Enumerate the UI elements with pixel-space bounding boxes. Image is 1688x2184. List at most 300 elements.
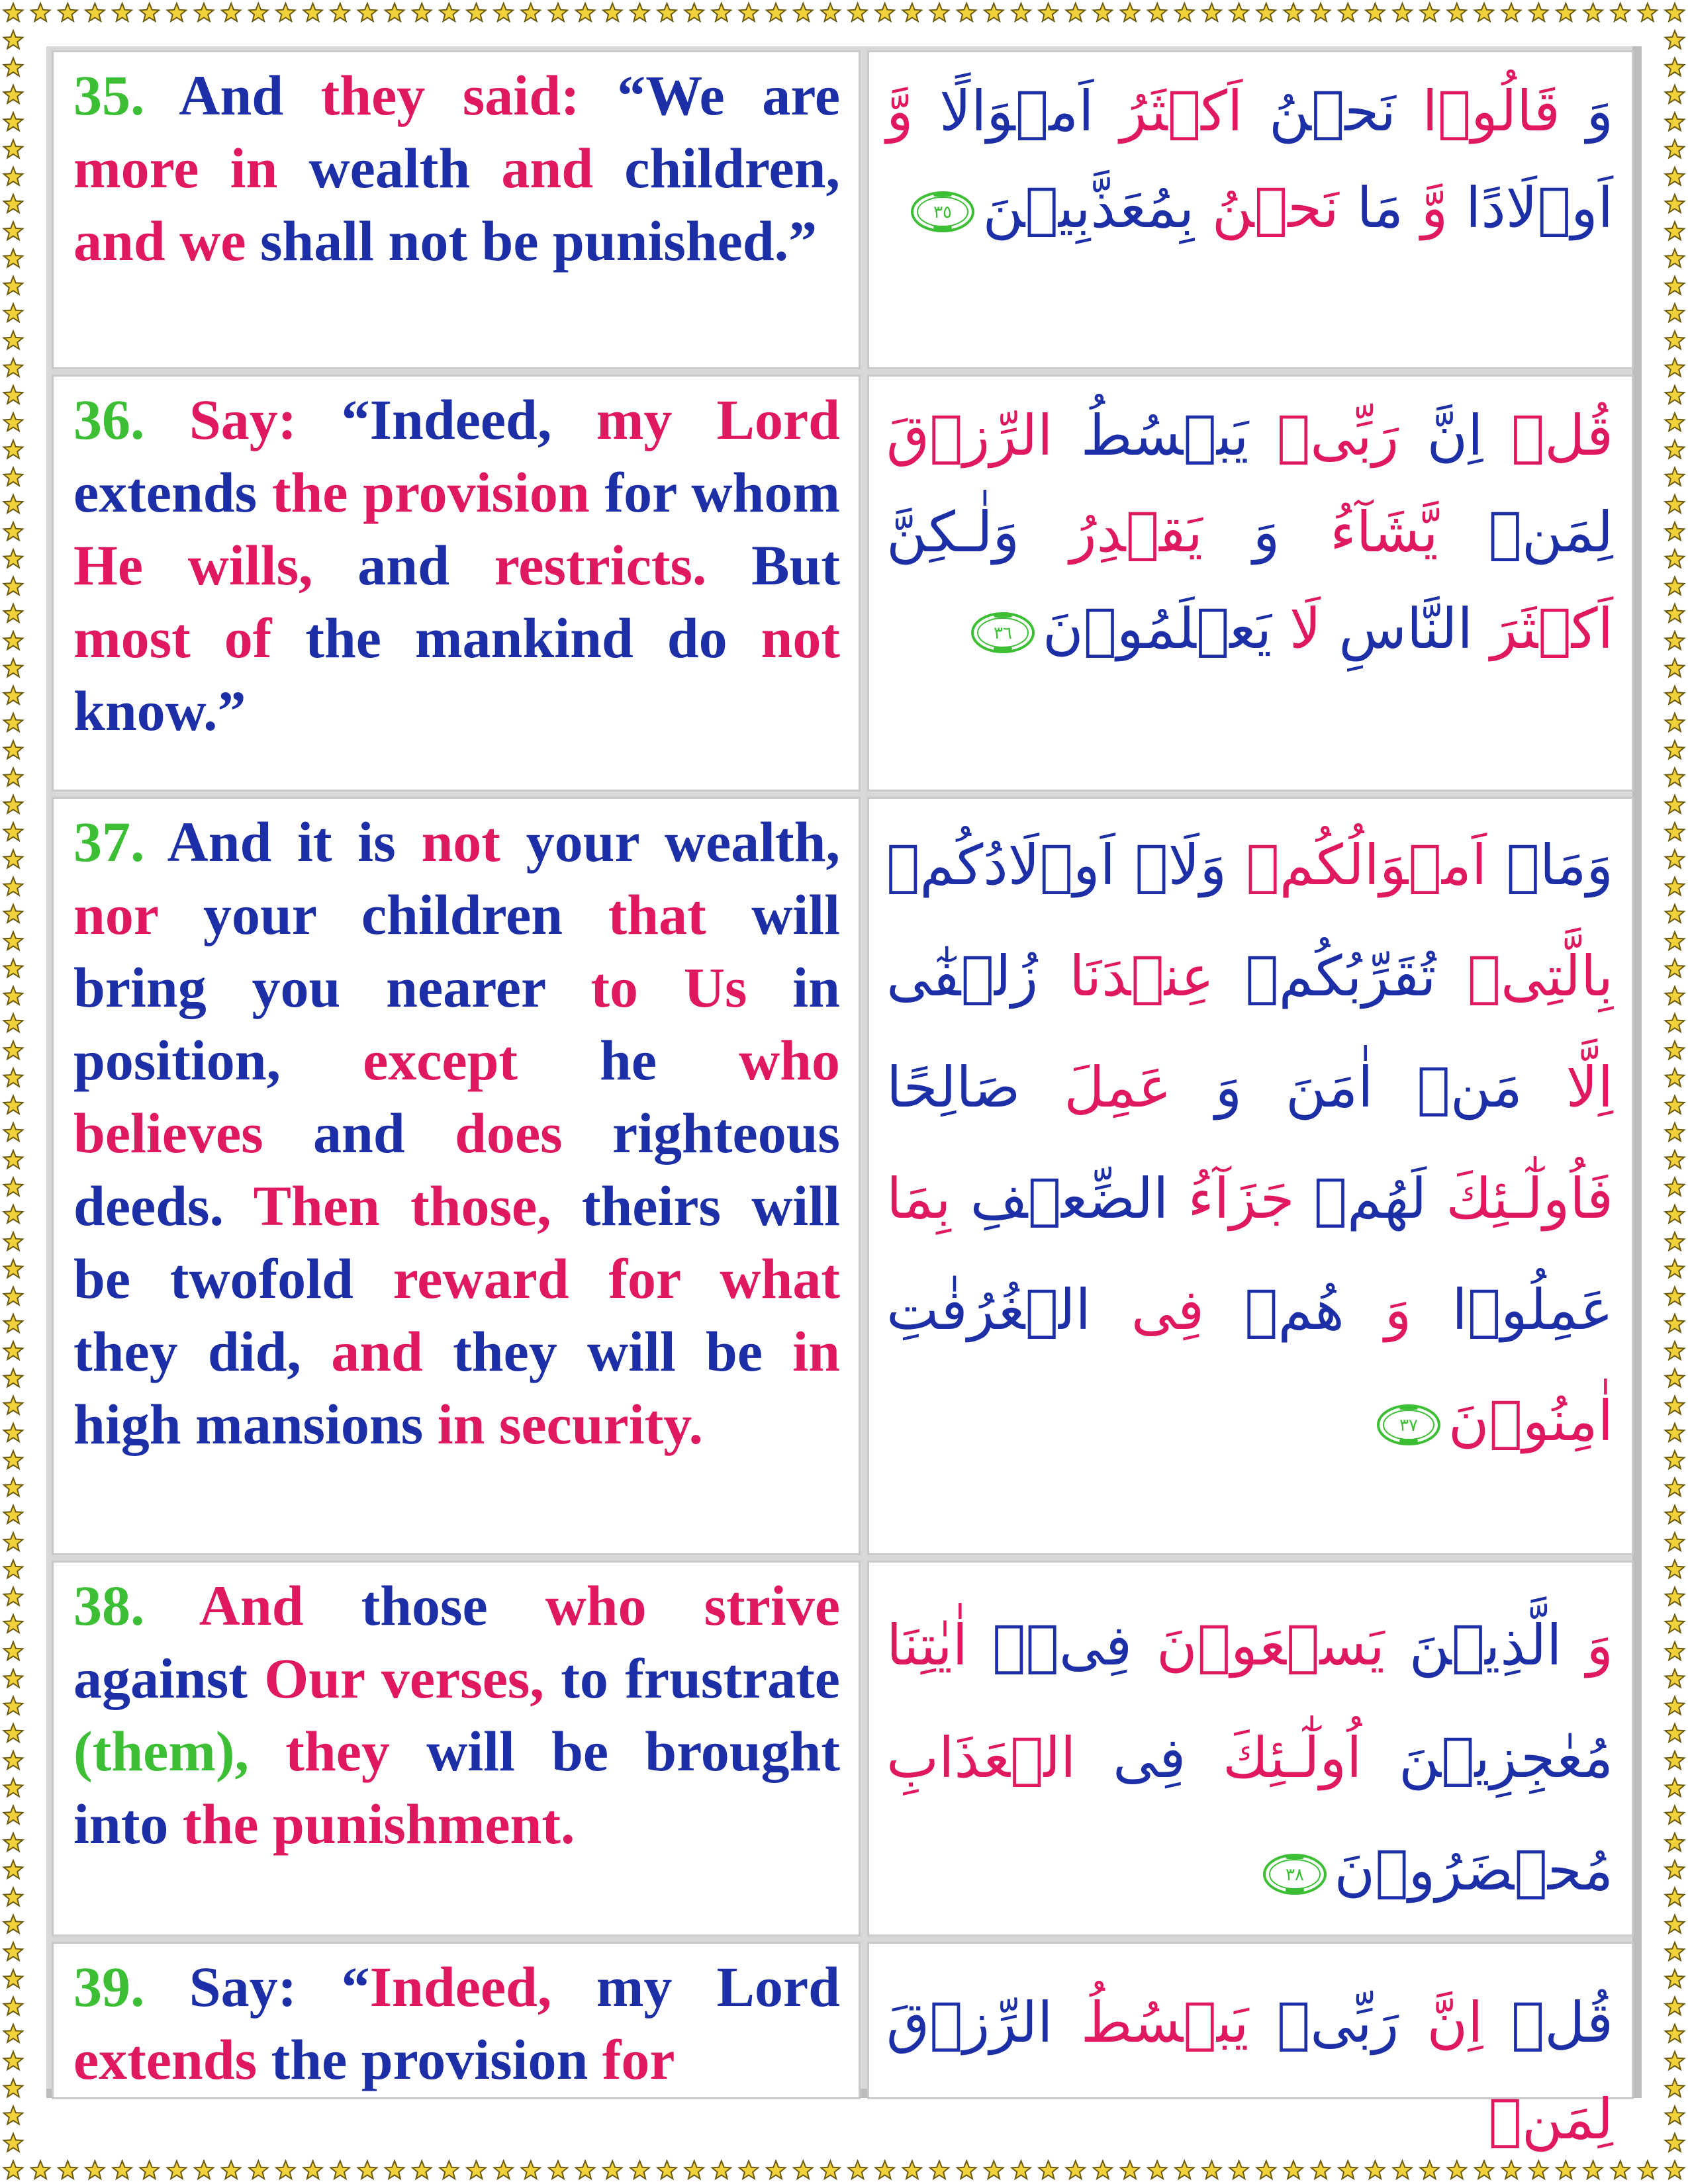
star-icon <box>1583 3 1603 21</box>
star-icon <box>4 1396 23 1414</box>
star-icon <box>1665 249 1685 267</box>
arabic-segment: الرِّزۡقَ <box>886 1990 1053 2055</box>
arabic-cell <box>867 50 1634 369</box>
star-icon <box>522 3 541 21</box>
translation-segment: Then those, <box>253 1174 551 1238</box>
english-cell <box>52 1561 861 1936</box>
star-icon <box>1665 1451 1685 1469</box>
star-icon <box>1665 1287 1685 1305</box>
star-icon <box>85 3 105 21</box>
arabic-segment: وَّ <box>886 79 914 144</box>
star-icon <box>576 3 595 21</box>
english-translation <box>73 1950 840 2096</box>
star-icon <box>767 3 786 21</box>
star-icon <box>4 249 23 267</box>
star-icon <box>4 413 23 431</box>
arabic-segment: قَالُوۡا <box>1422 79 1560 144</box>
arabic-segment: فِى <box>1113 1725 1186 1790</box>
star-icon <box>1665 987 1685 1005</box>
star-icon <box>4 1096 23 1114</box>
star-icon <box>4 659 23 676</box>
star-icon <box>1665 631 1685 649</box>
arabic-segment: النَّاسِ <box>1321 596 1491 661</box>
translation-segment: against <box>73 1647 265 1710</box>
star-icon <box>1665 1806 1685 1824</box>
star-icon <box>4 1860 23 1878</box>
translation-segment: nor <box>73 883 158 946</box>
translation-segment: righteous deeds. <box>73 1101 840 1238</box>
arabic-segment: فِى <box>1131 1277 1205 1342</box>
arabic-cell <box>867 1561 1634 1936</box>
translation-segment: “We are <box>579 64 840 127</box>
star-icon <box>1665 1205 1685 1223</box>
arabic-segment: عَمِلَ <box>1064 1055 1172 1120</box>
translation-segment: children, <box>593 136 841 200</box>
star-icon <box>1665 222 1685 240</box>
verse-row-36 <box>52 375 1634 792</box>
star-icon <box>440 2161 459 2179</box>
star-icon <box>167 2161 187 2179</box>
star-icon <box>222 3 241 21</box>
arabic-segment: وَ <box>1560 79 1614 144</box>
star-icon <box>4 850 23 868</box>
star-icon <box>576 2161 595 2179</box>
star-icon <box>1611 3 1630 21</box>
arabic-segment: بِالَّتِىۡ <box>1467 944 1613 1009</box>
translation-segment: reward for what <box>393 1247 840 1310</box>
arabic-segment: لِمَنۡ <box>1488 2087 1613 2152</box>
star-icon <box>1665 2161 1685 2179</box>
translation-segment: Say: <box>189 388 297 451</box>
arabic-segment: مُعٰجِزِيۡنَ <box>1399 1725 1613 1790</box>
star-icon <box>276 2161 295 2179</box>
star-icon <box>4 30 23 48</box>
arabic-segment: رَبِّىۡ <box>1276 1990 1399 2055</box>
english-translation <box>73 1569 840 1860</box>
translation-segment: those <box>303 1574 545 1637</box>
star-icon <box>1665 932 1685 950</box>
star-icon <box>1039 3 1058 21</box>
translation-segment: they <box>285 1719 390 1783</box>
arabic-segment: وَ <box>1562 1613 1613 1678</box>
verse-row-38 <box>52 1561 1634 1936</box>
star-icon <box>4 1806 23 1824</box>
star-icon <box>167 3 187 21</box>
star-icon <box>1638 2161 1658 2179</box>
star-icon <box>249 3 268 21</box>
star-icon <box>4 1888 23 1905</box>
arabic-segment: وَّ <box>1421 175 1448 240</box>
arabic-segment: مَنۡ اٰمَنَ وَ <box>1171 1055 1566 1120</box>
star-icon <box>4 1778 23 1796</box>
star-icon <box>630 2161 649 2179</box>
star-icon <box>1665 522 1685 540</box>
star-icon <box>1665 1096 1685 1114</box>
arabic-segment: قُلۡ <box>1511 403 1613 468</box>
star-icon <box>1665 167 1685 185</box>
arabic-text <box>886 387 1613 677</box>
star-icon <box>4 823 23 841</box>
verse-row-37 <box>52 797 1634 1555</box>
translation-segment: and <box>312 533 494 597</box>
arabic-segment: اَكۡثَرُ <box>1120 79 1243 144</box>
star-icon <box>4 167 23 185</box>
star-icon <box>1665 1888 1685 1905</box>
star-icon <box>1665 1396 1685 1414</box>
translation-segment: that <box>608 883 706 946</box>
star-icon <box>4 1970 23 1987</box>
arabic-segment: اَمۡوَالُكُمۡ <box>1227 833 1507 897</box>
arabic-segment: الضِّعۡفِ <box>951 1166 1188 1231</box>
arabic-segment: لَهُمۡ <box>1294 1166 1446 1231</box>
star-icon <box>1202 3 1221 21</box>
star-icon <box>1665 1150 1685 1168</box>
star-icon <box>1229 3 1248 21</box>
star-icon <box>1665 2079 1685 2097</box>
star-icon <box>1665 359 1685 377</box>
star-icon <box>4 2107 23 2124</box>
arabic-segment: وَلٰـكِنَّ <box>886 500 1070 565</box>
star-icon <box>603 3 622 21</box>
star-icon <box>1665 440 1685 458</box>
star-icon <box>1665 1232 1685 1250</box>
ayah-number: ٣٧ <box>1399 1416 1418 1436</box>
english-cell <box>52 1942 861 2099</box>
arabic-segment: عِنۡدَنَا <box>1069 944 1215 1009</box>
translation-segment: restricts. <box>494 533 707 597</box>
arabic-segment: الۡعَذَابِ <box>886 1725 1113 1790</box>
translation-segment: know.” <box>73 679 246 743</box>
star-icon <box>4 2079 23 2097</box>
star-icon <box>1420 3 1439 21</box>
translation-segment: in security. <box>437 1392 704 1456</box>
arabic-segment: مُحۡضَرُوۡنَ <box>1334 1838 1613 1903</box>
star-icon <box>1121 3 1140 21</box>
ayah-number: ٣٦ <box>993 623 1012 644</box>
star-icon <box>848 3 867 21</box>
translation-segment: theirs will be twofold <box>73 1174 840 1310</box>
verse-number: 38. <box>73 1574 145 1637</box>
star-icon <box>1665 1751 1685 1769</box>
star-icon <box>4 468 23 486</box>
translation-segment: But <box>706 533 840 597</box>
star-icon <box>331 2161 350 2179</box>
star-icon <box>467 2161 486 2179</box>
arabic-segment: اِلَّا <box>1566 1055 1613 1120</box>
arabic-segment: اَوۡلَادًا <box>1448 175 1613 240</box>
arabic-segment: الرِّزۡقَ <box>886 403 1053 468</box>
translation-segment: my Lord <box>551 1955 841 2019</box>
star-icon <box>4 741 23 758</box>
star-icon <box>4 85 23 103</box>
star-icon <box>1066 3 1086 21</box>
arabic-segment: وَ <box>1384 1277 1412 1342</box>
arabic-segment: جَزَآءُ <box>1188 1166 1295 1231</box>
translation-segment: wealth <box>277 136 502 200</box>
star-icon <box>4 1997 23 2015</box>
star-icon <box>1665 30 1685 48</box>
translation-segment: shall not be punished.” <box>246 209 818 273</box>
star-icon <box>4 1451 23 1469</box>
translation-segment: does <box>455 1101 563 1165</box>
star-icon <box>4 304 23 322</box>
star-icon <box>1665 1314 1685 1332</box>
star-icon <box>4 1587 23 1605</box>
star-icon <box>4 1342 23 1359</box>
arabic-segment: يَبۡسُطُ <box>1053 1990 1277 2055</box>
star-icon <box>195 3 214 21</box>
ayah-end-marker-icon <box>1262 1852 1328 1896</box>
translation-segment: extends <box>73 2028 258 2091</box>
star-icon <box>1665 1014 1685 1032</box>
star-icon <box>1665 905 1685 923</box>
star-icon <box>4 1478 23 1496</box>
arabic-segment: اٰمِنُوۡنَ <box>1448 1388 1613 1453</box>
star-icon <box>1665 2107 1685 2124</box>
english-translation <box>73 383 840 747</box>
star-icon <box>4 1642 23 1660</box>
star-icon <box>1665 686 1685 704</box>
star-icon <box>1502 3 1521 21</box>
star-icon <box>440 3 459 21</box>
star-icon <box>467 3 486 21</box>
arabic-segment: اِنَّ <box>1399 1990 1511 2055</box>
star-icon <box>4 277 23 295</box>
star-icon <box>222 2161 241 2179</box>
translation-segment: your children <box>158 883 608 946</box>
star-icon <box>1366 3 1385 21</box>
star-icon <box>4 1669 23 1687</box>
star-icon <box>1148 3 1167 21</box>
translation-segment: high mansions <box>73 1392 438 1456</box>
star-icon <box>1284 3 1303 21</box>
star-icon <box>1665 768 1685 786</box>
english-translation <box>73 59 840 277</box>
star-icon <box>903 3 922 21</box>
star-icon <box>1257 3 1276 21</box>
star-icon <box>1665 659 1685 676</box>
star-icon <box>1665 140 1685 158</box>
star-icon <box>195 2161 214 2179</box>
star-icon <box>4 932 23 950</box>
star-icon <box>140 2161 160 2179</box>
star-icon <box>4 604 23 622</box>
star-icon <box>1665 1177 1685 1195</box>
arabic-segment: يَقۡدِرُ <box>1069 500 1203 565</box>
star-icon <box>522 2161 541 2179</box>
star-icon <box>1665 1342 1685 1359</box>
arabic-segment: عَمِلُوۡا <box>1411 1277 1613 1342</box>
star-icon <box>4 1150 23 1168</box>
star-icon <box>4 113 23 130</box>
star-icon <box>4 2161 23 2179</box>
star-icon <box>4 1287 23 1305</box>
arabic-segment: فَاُولٰٓـئِكَ <box>1446 1166 1613 1231</box>
star-icon <box>657 2161 677 2179</box>
arabic-cell <box>867 375 1634 792</box>
star-icon <box>1665 1506 1685 1524</box>
star-icon <box>385 2161 404 2179</box>
star-icon <box>412 3 432 21</box>
translation-segment: to Us <box>590 956 747 1019</box>
star-icon <box>1665 58 1685 76</box>
translation-segment: and <box>331 1320 423 1383</box>
translation-segment: who strive <box>545 1574 840 1637</box>
star-icon <box>412 2161 432 2179</box>
star-icon <box>876 3 895 21</box>
translation-segment: the provision <box>271 461 590 524</box>
star-icon <box>4 386 23 404</box>
star-icon <box>4 331 23 349</box>
star-icon <box>930 3 949 21</box>
star-icon <box>603 2161 622 2179</box>
star-icon <box>4 1833 23 1851</box>
arabic-segment: يَّشَآءُ <box>1330 500 1438 565</box>
star-icon <box>1665 1615 1685 1633</box>
star-icon <box>1665 1259 1685 1277</box>
star-icon <box>1665 604 1685 622</box>
star-icon <box>4 495 23 513</box>
star-icon <box>848 2161 867 2179</box>
arabic-segment: اِنَّ <box>1399 403 1511 468</box>
translation-segment: except <box>363 1028 518 1092</box>
translation-segment: And <box>199 1574 304 1637</box>
translation-segment: in position, <box>73 956 840 1092</box>
arabic-text <box>886 1573 1613 1927</box>
arabic-text <box>886 1954 1613 2167</box>
star-icon <box>4 1697 23 1715</box>
translation-segment: they did, <box>73 1320 332 1383</box>
arabic-segment: يَعۡلَمُوۡنَ <box>1042 596 1289 661</box>
star-icon <box>1665 713 1685 731</box>
translation-segment: and we <box>73 209 246 273</box>
star-icon <box>1665 959 1685 977</box>
arabic-segment: وَ <box>1202 500 1331 565</box>
translation-segment: Our verses, <box>264 1647 544 1710</box>
star-icon <box>1665 1560 1685 1578</box>
ayah-end-marker-icon <box>910 190 976 234</box>
arabic-text <box>886 809 1613 1477</box>
arabic-segment: هُمۡ <box>1204 1277 1385 1342</box>
star-icon <box>1665 277 1685 295</box>
star-icon <box>1665 823 1685 841</box>
star-icon <box>4 1259 23 1277</box>
star-icon <box>957 3 976 21</box>
star-icon <box>385 3 404 21</box>
star-icon <box>4 1506 23 1524</box>
star-icon <box>821 3 840 21</box>
translation-segment: he <box>518 1028 739 1092</box>
star-icon <box>4 1232 23 1250</box>
star-icon <box>1665 1997 1685 2015</box>
star-icon <box>4 58 23 76</box>
star-icon <box>794 3 813 21</box>
arabic-segment: اَكۡثَرَ <box>1490 596 1613 661</box>
arabic-segment: بِمُعَذَّبِيۡنَ <box>982 175 1212 240</box>
arabic-segment: وَلَاۤ <box>1135 833 1227 897</box>
translation-segment: more in <box>73 136 278 200</box>
star-icon <box>4 1314 23 1332</box>
star-icon <box>4 1205 23 1223</box>
translation-segment: the punishment. <box>182 1792 575 1856</box>
star-icon <box>4 1915 23 1933</box>
star-icon <box>1665 850 1685 868</box>
star-icon <box>549 3 568 21</box>
star-icon <box>4 1751 23 1769</box>
translation-segment: And <box>144 64 321 127</box>
arabic-cell <box>867 797 1634 1555</box>
verse-number: 37. <box>73 810 145 874</box>
star-icon <box>1665 1724 1685 1742</box>
translation-segment: (them), <box>73 1719 250 1783</box>
translation-segment: they will be <box>422 1320 793 1383</box>
star-icon <box>4 140 23 158</box>
verse-number: 35. <box>73 64 145 127</box>
star-icon <box>31 2161 50 2179</box>
star-icon <box>1665 413 1685 431</box>
star-icon <box>4 2052 23 2070</box>
star-icon <box>1665 1068 1685 1086</box>
star-icon <box>4 878 23 895</box>
arabic-segment: فِىۡۤ <box>992 1613 1132 1678</box>
star-icon <box>739 3 759 21</box>
translation-segment: the mankind do <box>271 606 761 670</box>
star-icon <box>4 549 23 567</box>
arabic-segment: الَّذِيۡنَ <box>1409 1613 1562 1678</box>
arabic-segment: لِمَنۡ <box>1438 500 1613 565</box>
verse-row-39 <box>52 1942 1634 2152</box>
star-icon <box>4 2134 23 2152</box>
star-icon <box>113 3 132 21</box>
arabic-segment: رَبِّىۡ <box>1276 403 1399 468</box>
star-icon <box>4 3 23 21</box>
star-icon <box>1665 577 1685 595</box>
verse-number: 39. <box>73 1955 145 2019</box>
star-icon <box>1094 3 1113 21</box>
star-icon <box>1011 3 1031 21</box>
translation-segment: and <box>501 136 594 200</box>
english-cell <box>52 797 861 1555</box>
translation-segment: will bring you nearer <box>73 883 840 1019</box>
star-icon <box>1665 1587 1685 1605</box>
star-icon <box>1529 3 1548 21</box>
translation-segment: your wealth, <box>500 810 840 874</box>
arabic-segment: يَبۡسُطُ <box>1053 403 1277 468</box>
star-icon <box>1311 3 1331 21</box>
arabic-segment: زُلۡفٰٓى <box>886 944 1070 1009</box>
verse-row-35 <box>52 50 1634 369</box>
translation-segment: “Indeed, <box>297 388 596 451</box>
star-icon <box>58 3 77 21</box>
star-icon <box>1448 3 1467 21</box>
star-icon <box>4 359 23 377</box>
star-icon <box>494 2161 513 2179</box>
star-icon <box>1665 549 1685 567</box>
star-icon <box>4 1942 23 1960</box>
translation-segment: the provision <box>257 2028 602 2091</box>
star-icon <box>712 3 731 21</box>
star-icon <box>1665 1123 1685 1141</box>
star-icon <box>684 2161 704 2179</box>
star-icon <box>984 3 1004 21</box>
star-icon <box>1665 3 1685 21</box>
arabic-segment: اُولٰٓـئِكَ <box>1186 1725 1399 1790</box>
ayah-end-marker-icon <box>970 611 1036 655</box>
star-icon <box>1665 2134 1685 2152</box>
ayah-number: ٣٥ <box>933 203 953 223</box>
ayah-number: ٣٨ <box>1285 1865 1304 1886</box>
star-icon <box>4 2025 23 2042</box>
